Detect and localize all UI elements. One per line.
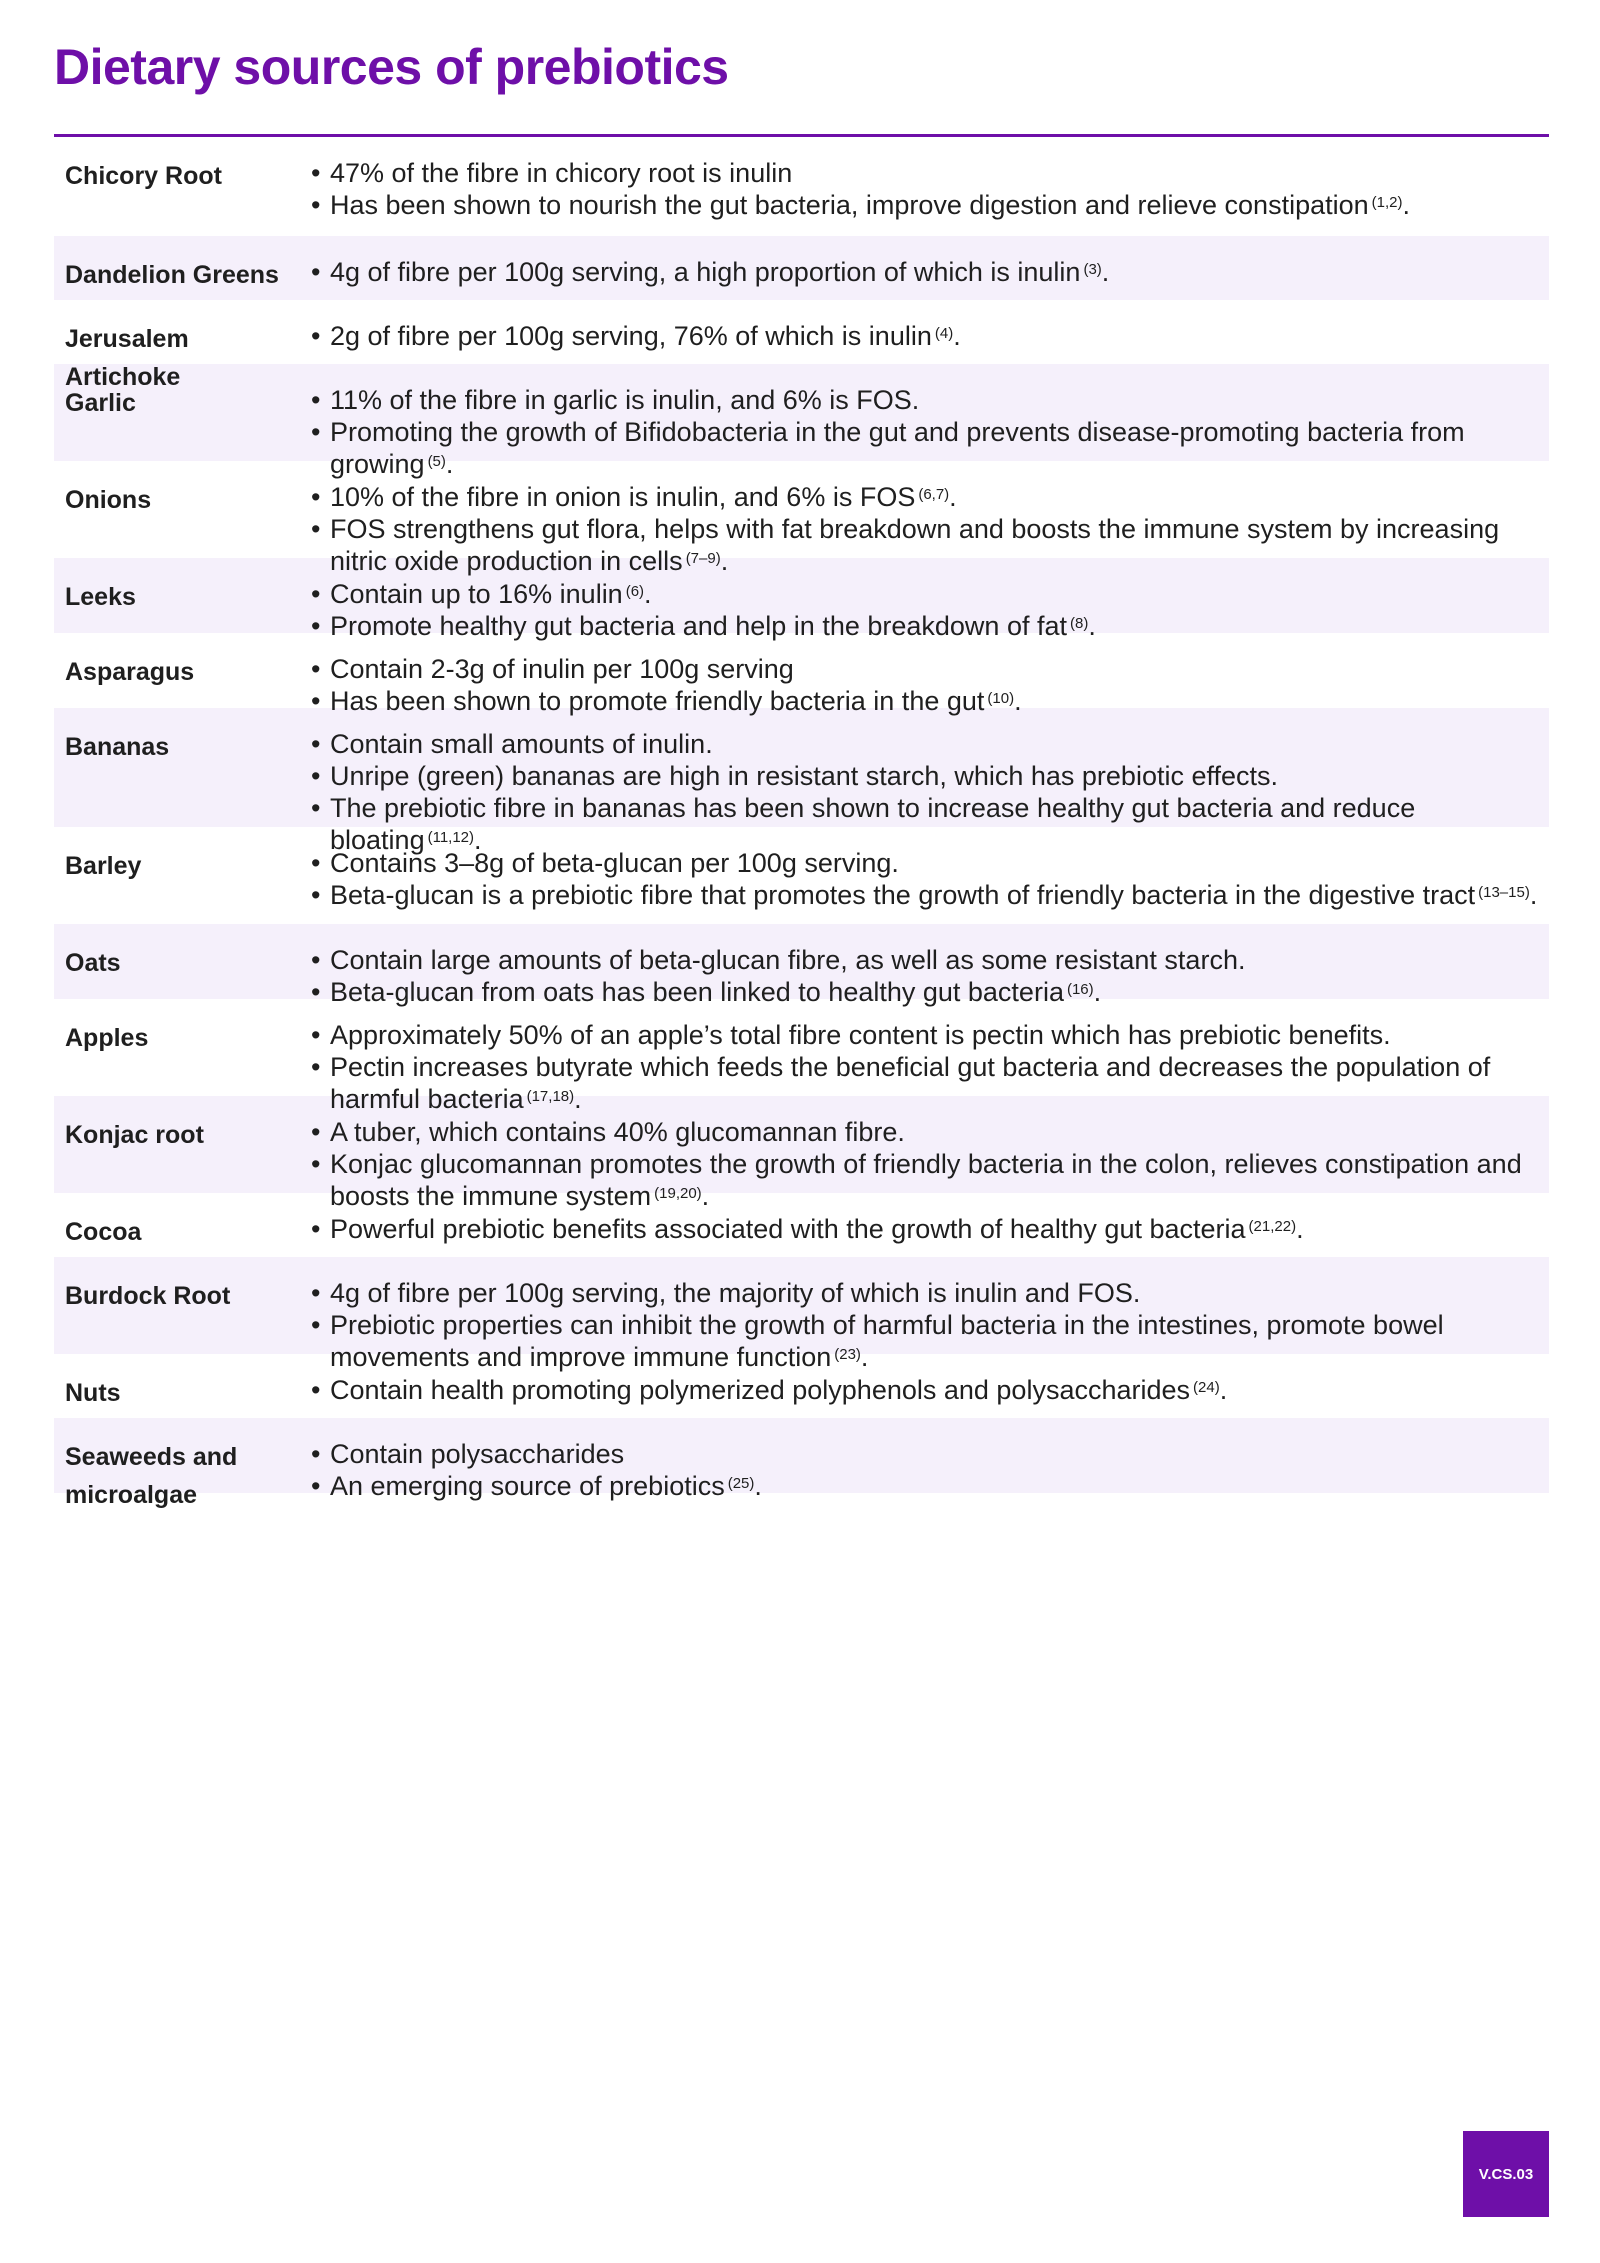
benefit-text: 4g of fibre per 100g serving, the majority of which is inulin and FOS. (330, 1278, 1141, 1308)
benefit-list (310, 384, 1549, 479)
benefit-item (310, 578, 1549, 610)
benefit-text: Contain up to 16% inulin (330, 579, 623, 609)
citation-ref: (4) (934, 325, 954, 342)
benefit-item (310, 481, 1549, 513)
sentence-end: . (1088, 611, 1096, 641)
citation-ref: (17,18) (526, 1088, 575, 1105)
benefit-text: Approximately 50% of an apple’s total fibre content is pectin which has prebiotic benefits. (330, 1020, 1391, 1050)
benefit-item (310, 760, 1549, 792)
document-code-badge: V.CS.03 (1463, 2131, 1549, 2217)
food-source-name: Jerusalem Artichoke (65, 325, 189, 391)
benefit-list (310, 157, 1549, 236)
prebiotics-table (54, 137, 1549, 1509)
food-source-name: Cocoa (65, 1218, 142, 1246)
benefit-item (310, 1374, 1549, 1406)
benefit-text: An emerging source of prebiotics (330, 1471, 725, 1501)
table-row (54, 1257, 1549, 1372)
table-row (54, 300, 1549, 391)
food-source-name: Bananas (65, 733, 170, 761)
citation-ref: (16) (1066, 981, 1094, 998)
citation-ref: (21,22) (1248, 1218, 1297, 1235)
benefit-text: Contains 3–8g of beta-glucan per 100g serving. (330, 848, 899, 878)
benefit-text: 10% of the fibre in onion is inulin, and 6% is FOS (330, 482, 916, 512)
citation-ref: (13–15) (1478, 884, 1530, 901)
benefit-text: Prebiotic properties can inhibit the growth of harmful bacteria in the intestines, promote bowel movements and improve immune function (330, 1310, 1444, 1372)
table-row (54, 924, 1549, 1007)
table-row (54, 236, 1549, 300)
benefit-item (310, 653, 1549, 685)
benefit-text: Has been shown to promote friendly bacteria in the gut (330, 686, 985, 716)
benefit-text: 2g of fibre per 100g serving, 76% of which is inulin (330, 321, 932, 351)
sentence-end: . (445, 449, 454, 479)
citation-ref: (5) (427, 453, 446, 470)
benefit-text: The prebiotic fibre in bananas has been shown to increase healthy gut bacteria and reduce bloating (330, 793, 1416, 855)
citation-ref: (25) (727, 1475, 755, 1492)
sentence-end: . (1101, 257, 1110, 287)
sentence-end: . (754, 1471, 762, 1501)
benefit-item (310, 1438, 1549, 1470)
citation-ref: (24) (1193, 1379, 1220, 1396)
food-source-name: Leeks (65, 583, 136, 611)
benefit-text: Promote healthy gut bacteria and help in the breakdown of fat (330, 611, 1067, 641)
sentence-end: . (949, 482, 957, 512)
food-source-name: Oats (65, 949, 121, 977)
benefit-text: Pectin increases butyrate which feeds the beneficial gut bacteria and decreases the population of harmful bacteria (330, 1052, 1491, 1114)
citation-ref: (10) (987, 690, 1015, 707)
benefit-item (310, 610, 1549, 642)
benefit-text: 4g of fibre per 100g serving, a high proportion of which is inulin (330, 257, 1081, 287)
food-source-name: Barley (65, 852, 142, 880)
benefit-item (310, 1309, 1549, 1373)
benefit-list (310, 256, 1549, 300)
sentence-end: . (953, 321, 961, 351)
benefit-list (310, 1374, 1549, 1418)
benefit-text: FOS strengthens gut flora, helps with fat breakdown and boosts the immune system by increasing nitric oxide production in cells (330, 514, 1500, 576)
benefit-item (310, 1051, 1549, 1115)
benefit-item (310, 1213, 1549, 1245)
benefit-list (310, 1213, 1549, 1257)
sentence-end: . (1529, 880, 1538, 910)
benefit-item (310, 1019, 1549, 1051)
benefit-item (310, 1116, 1549, 1148)
benefit-text: Beta-glucan from oats has been linked to healthy gut bacteria (330, 977, 1064, 1007)
benefit-text: Konjac glucomannan promotes the growth of friendly bacteria in the colon, relieves constipation and boosts the immune system (330, 1149, 1522, 1211)
sentence-end: . (701, 1181, 710, 1211)
food-source-name: Asparagus (65, 658, 195, 686)
benefit-list (310, 1438, 1549, 1501)
benefit-text: Has been shown to nourish the gut bacteria, improve digestion and relieve constipation (330, 190, 1369, 220)
benefit-item (310, 513, 1549, 577)
benefit-item (310, 976, 1549, 1008)
food-source-name: Burdock Root (65, 1282, 231, 1310)
benefit-text: Beta-glucan is a prebiotic fibre that promotes the growth of friendly bacteria in the digestive tract (330, 880, 1476, 910)
citation-ref: (11,12) (427, 829, 475, 846)
benefit-item (310, 320, 1549, 352)
table-row (54, 137, 1549, 236)
sentence-end: . (1402, 190, 1410, 220)
benefit-item (310, 256, 1549, 288)
benefit-item (310, 1470, 1549, 1502)
sentence-end: . (644, 579, 652, 609)
food-source-name: Seaweeds and microalgae (65, 1443, 238, 1509)
benefit-text: A tuber, which contains 40% glucomannan fibre. (330, 1117, 905, 1147)
sentence-end: . (1093, 977, 1102, 1007)
sentence-end: . (860, 1342, 869, 1372)
benefit-text: Contain small amounts of inulin. (330, 729, 713, 759)
sentence-end: . (574, 1084, 582, 1114)
sentence-end: . (720, 546, 729, 576)
citation-ref: (7–9) (685, 550, 721, 567)
benefit-item (310, 728, 1549, 760)
food-source-name: Konjac root (65, 1121, 204, 1149)
benefit-text: Contain 2-3g of inulin per 100g serving (330, 654, 794, 684)
table-row (54, 999, 1549, 1114)
food-source-name: Nuts (65, 1379, 121, 1407)
page-title: Dietary sources of prebiotics (54, 39, 729, 95)
benefit-list (310, 578, 1549, 641)
sentence-end: . (1296, 1214, 1304, 1244)
table-row (54, 1418, 1549, 1509)
benefit-item (310, 1277, 1549, 1309)
benefit-list (310, 653, 1549, 716)
benefit-text: Promoting the growth of Bifidobacteria in the gut and prevents disease-promoting bacteria from growing (330, 417, 1465, 479)
benefit-item (310, 685, 1549, 717)
benefit-list (310, 320, 1549, 364)
sentence-end: . (1219, 1375, 1228, 1405)
benefit-item (310, 879, 1549, 911)
citation-ref: (8) (1069, 615, 1089, 632)
citation-ref: (23) (834, 1346, 861, 1363)
benefit-item (310, 189, 1549, 221)
food-source-name: Apples (65, 1024, 149, 1052)
benefit-item (310, 384, 1549, 416)
benefit-text: 11% of the fibre in garlic is inulin, and 6% is FOS. (330, 385, 920, 415)
citation-ref: (6) (625, 583, 645, 600)
benefit-text: Powerful prebiotic benefits associated with the growth of healthy gut bacteria (330, 1214, 1246, 1244)
benefit-text: Contain large amounts of beta-glucan fibre, as well as some resistant starch. (330, 945, 1246, 975)
citation-ref: (6,7) (918, 486, 950, 503)
benefit-item (310, 157, 1549, 189)
table-row (54, 708, 1549, 855)
benefit-text: Unripe (green) bananas are high in resistant starch, which has prebiotic effects. (330, 761, 1279, 791)
citation-ref: (1,2) (1371, 194, 1403, 211)
benefit-list (310, 1116, 1549, 1211)
benefit-list (310, 944, 1549, 1007)
benefit-list (310, 1277, 1549, 1372)
benefit-item (310, 944, 1549, 976)
sentence-end: . (474, 825, 482, 855)
benefit-item (310, 416, 1549, 480)
table-row (54, 633, 1549, 716)
benefit-text: Contain polysaccharides (330, 1439, 625, 1469)
benefit-item (310, 847, 1549, 879)
benefit-text: 47% of the fibre in chicory root is inulin (330, 158, 793, 188)
sentence-end: . (1014, 686, 1022, 716)
benefit-text: Contain health promoting polymerized polyphenols and polysaccharides (330, 1375, 1191, 1405)
benefit-item (310, 1148, 1549, 1212)
food-source-name: Onions (65, 486, 152, 514)
benefit-list (310, 1019, 1549, 1114)
food-source-name: Dandelion Greens (65, 261, 279, 289)
citation-ref: (19,20) (654, 1185, 702, 1202)
citation-ref: (3) (1083, 261, 1102, 278)
benefit-list (310, 481, 1549, 576)
benefit-list (310, 728, 1549, 855)
table-row (54, 364, 1549, 479)
benefit-list (310, 847, 1549, 924)
food-source-name: Chicory Root (65, 162, 222, 190)
food-source-name: Garlic (65, 389, 136, 417)
